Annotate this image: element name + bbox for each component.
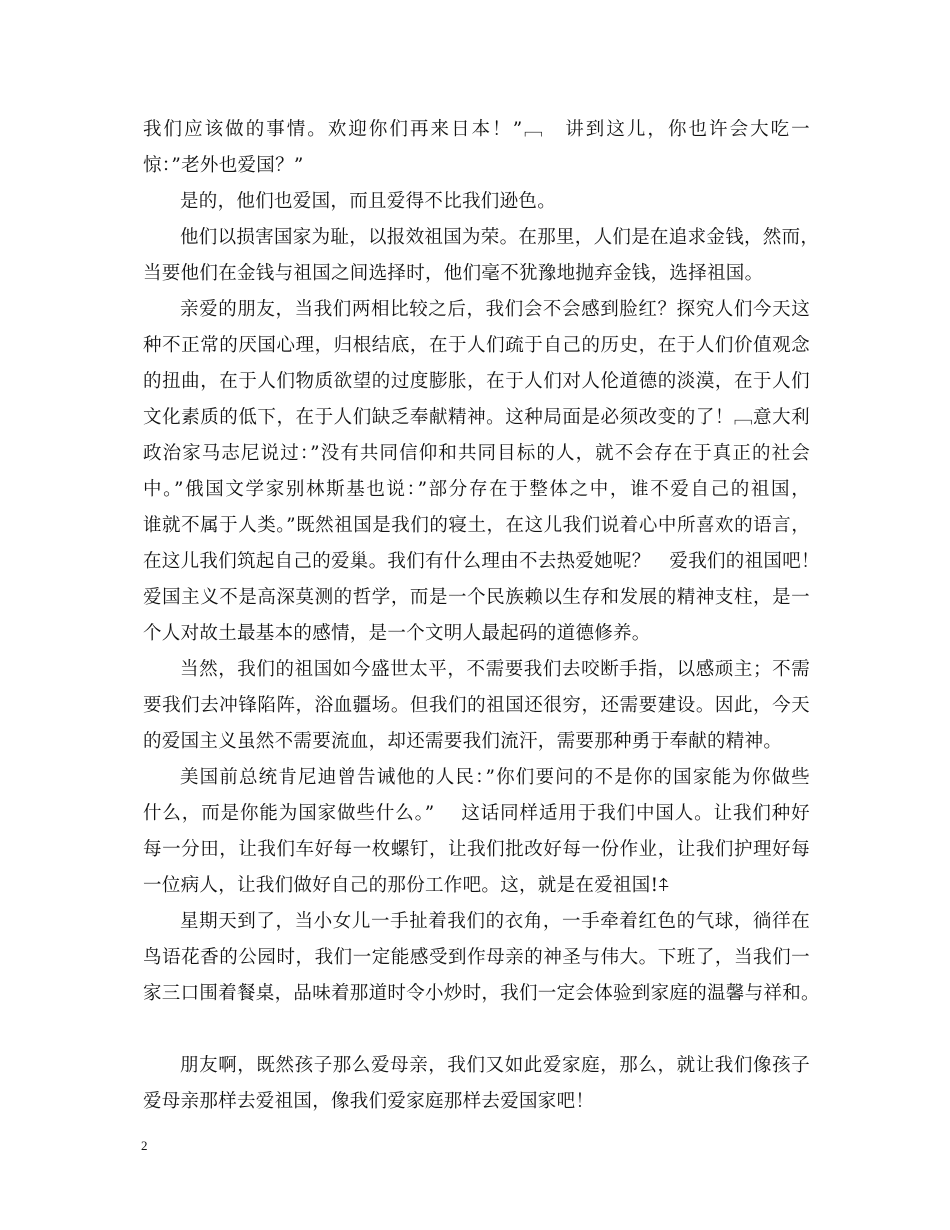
text-line: 爱母亲那样去爱祖国，像我们爱家庭那样去爱国家吧！ xyxy=(143,1091,595,1112)
text-line: 亲爱的朋友，当我们两相比较之后，我们会不会感到脸红？探究人们今天这 xyxy=(180,299,810,320)
text-line: 中。”俄国文学家别林斯基也说：”部分存在于整体之中，谁不爱自己的祖国， xyxy=(143,479,810,500)
text-line: 美国前总统肯尼迪曾告诫他的人民：”你们要问的不是你的国家能为你做些 xyxy=(180,767,810,788)
text-line: 种不正常的厌国心理，归根结底，在于人们疏于自己的历史，在于人们价值观念 xyxy=(143,335,810,356)
text-line: 什么，而是你能为国家做些什么。” 这话同样适用于我们中国人。让我们种好 xyxy=(143,803,810,824)
text-line: 每一分田，让我们车好每一枚螺钉，让我们批改好每一份作业，让我们护理好每 xyxy=(143,839,810,860)
text-line: 政治家马志尼说过：”没有共同信仰和共同目标的人，就不会存在于真正的社会 xyxy=(143,443,810,464)
text-line: 一位病人，让我们做好自己的那份工作吧。这，就是在爱祖国!⍏ xyxy=(143,875,670,896)
text-line: 谁就不属于人类。”既然祖国是我们的寝土，在这儿我们说着心中所喜欢的语言， xyxy=(143,515,810,536)
text-line: 星期天到了，当小女儿一手扯着我们的衣角，一手牵着红色的气球，徜徉在 xyxy=(180,911,810,932)
text-line: 惊：”老外也爱国？” xyxy=(143,155,304,176)
text-line: 在这儿我们筑起自己的爱巢。我们有什么理由不去热爱她呢？ 爱我们的祖国吧！ xyxy=(143,551,820,572)
text-line: 个人对故土最基本的感情，是一个文明人最起码的道德修养。 xyxy=(143,623,651,644)
page-number: 2 xyxy=(141,1138,148,1153)
text-line: 的爱国主义虽然不需要流血，却还需要我们流汗，需要那种勇于奉献的精神。 xyxy=(143,731,783,752)
text-line: 的扭曲，在于人们物质欲望的过度膨胀，在于人们对人伦道德的淡漠，在于人们 xyxy=(143,371,810,392)
text-line: 鸟语花香的公园时，我们一定能感受到作母亲的神圣与伟大。下班了，当我们一 xyxy=(143,947,810,968)
text-line: 家三口围着餐桌，品味着那道时令小炒时，我们一定会体验到家庭的温馨与祥和。 xyxy=(143,983,820,1004)
text-line: 文化素质的低下，在于人们缺乏奉献精神。这种局面是必须改变的了！﹇意大利 xyxy=(143,407,810,428)
text-line: 当要他们在金钱与祖国之间选择时，他们毫不犹豫地抛弃金钱，选择祖国。 xyxy=(143,263,764,284)
text-line: 爱国主义不是高深莫测的哲学，而是一个民族赖以生存和发展的精神支柱，是一 xyxy=(143,587,810,608)
text-line: 我们应该做的事情。欢迎你们再来日本！”﹇ 讲到这儿，你也许会大吃一 xyxy=(143,119,810,140)
text-line: 他们以损害国家为耻，以报效祖国为荣。在那里，人们是在追求金钱，然而， xyxy=(180,227,820,248)
text-line: 是的，他们也爱国，而且爱得不比我们逊色。 xyxy=(180,191,557,212)
text-line: 当然，我们的祖国如今盛世太平，不需要我们去咬断手指，以感顽主；不需 xyxy=(180,659,810,680)
text-line: 要我们去冲锋陷阵，浴血疆场。但我们的祖国还很穷，还需要建设。因此，今天 xyxy=(143,695,810,716)
text-line: 朋友啊，既然孩子那么爱母亲，我们又如此爱家庭，那么，就让我们像孩子 xyxy=(180,1055,810,1076)
